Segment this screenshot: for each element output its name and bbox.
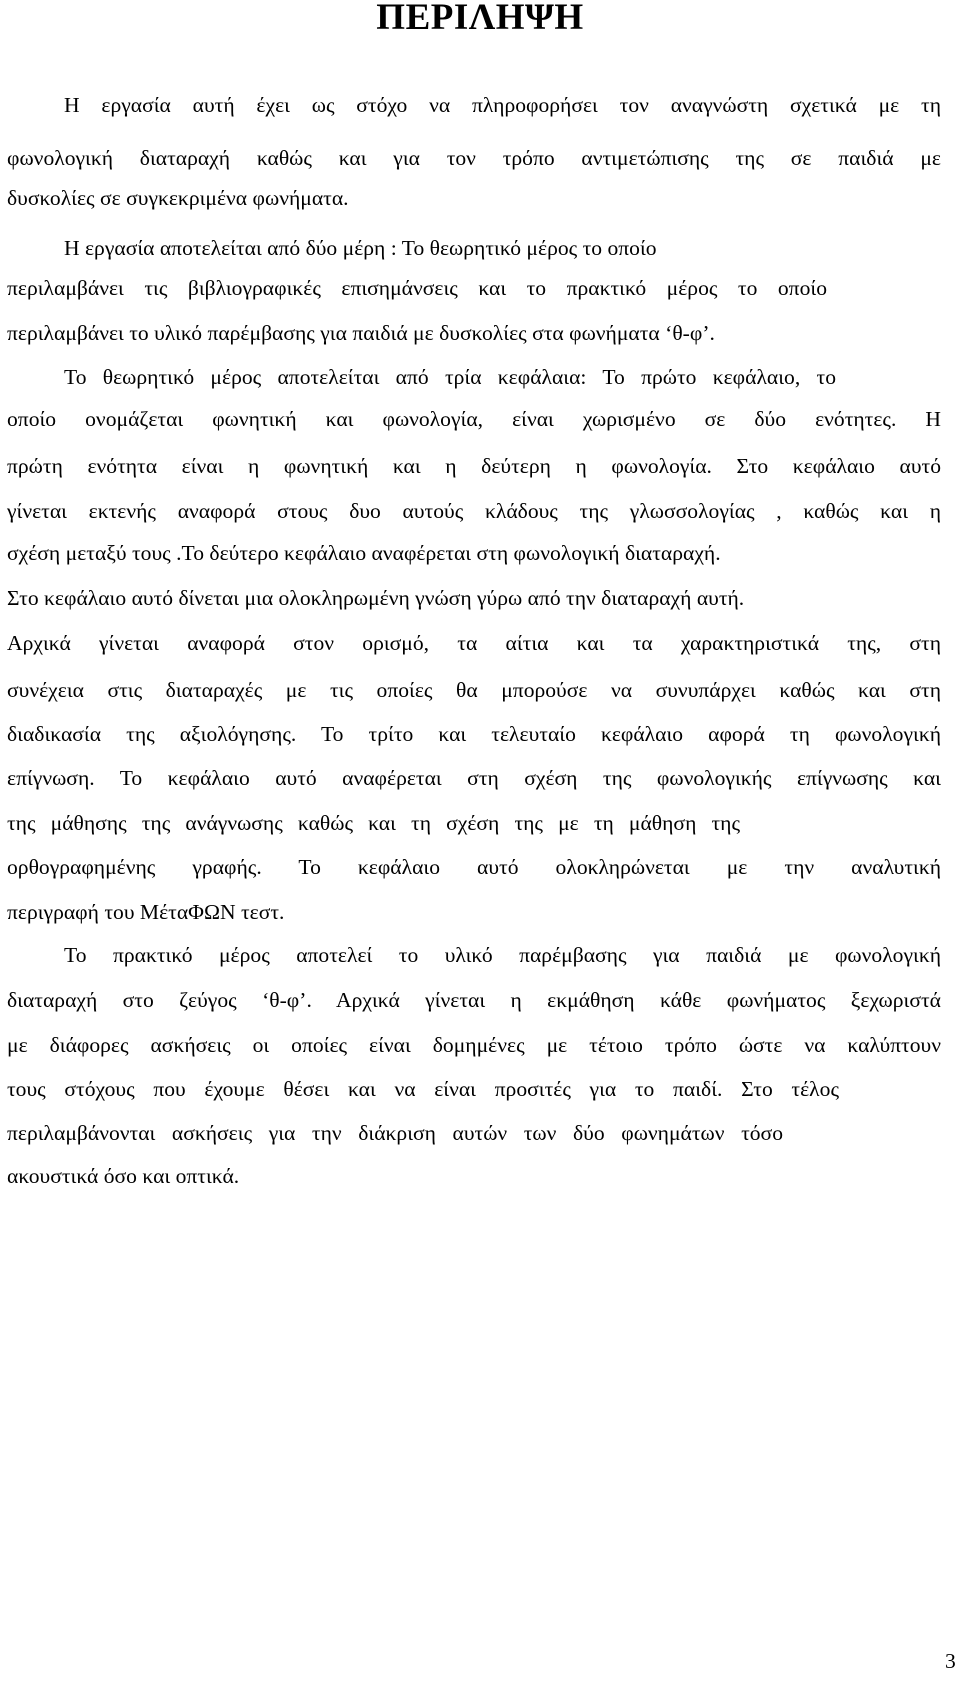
text-line: ακουστικά όσο και οπτικά. — [7, 1164, 240, 1188]
text-line: γίνεται εκτενής αναφορά στους δυο αυτούς κλάδους της γλωσσολογίας , καθώς και η — [7, 499, 941, 523]
text-line: διαδικασία της αξιολόγησης. Το τρίτο και τελευταίο κεφάλαιο αφορά τη φωνολογική — [7, 722, 941, 746]
text-line: δυσκολίες σε συγκεκριμένα φωνήματα. — [7, 186, 349, 210]
text-line: Η εργασία αυτή έχει ως στόχο να πληροφορήσει τον αναγνώστη σχετικά με τη — [64, 93, 941, 117]
text-line: διαταραχή στο ζεύγος ‘θ-φ’. Αρχικά γίνεται η εκμάθηση κάθε φωνήματος ξεχωριστά — [7, 988, 941, 1012]
text-line: με διάφορες ασκήσεις οι οποίες είναι δομημένες με τέτοιο τρόπο ώστε να καλύπτουν — [7, 1033, 941, 1057]
text-line: πρώτη ενότητα είναι η φωνητική και η δεύτερη η φωνολογία. Στο κεφάλαιο αυτό — [7, 454, 941, 478]
text-line: Η εργασία αποτελείται από δύο μέρη : Το θεωρητικό μέρος το οποίο — [64, 236, 657, 260]
text-line: οποίο ονομάζεται φωνητική και φωνολογία, είναι χωρισμένο σε δύο ενότητες. Η — [7, 407, 941, 431]
text-line: Στο κεφάλαιο αυτό δίνεται μια ολοκληρωμένη γνώση γύρω από την διαταραχή αυτή. — [7, 586, 745, 610]
text-line: σχέση μεταξύ τους .Το δεύτερο κεφάλαιο αναφέρεται στη φωνολογική διαταραχή. — [7, 541, 721, 565]
text-line: τους στόχους που έχουμε θέσει και να είναι προσιτές για το παιδί. Στο τέλος — [7, 1077, 839, 1101]
text-line: ορθογραφημένης γραφής. Το κεφάλαιο αυτό ολοκληρώνεται με την αναλυτική — [7, 855, 941, 879]
page-title: ΠΕΡΙΛΗΨΗ — [376, 0, 584, 38]
text-line: περιλαμβάνονται ασκήσεις για την διάκριση αυτών των δύο φωνημάτων τόσο — [7, 1121, 783, 1145]
text-line: περιλαμβάνει το υλικό παρέμβασης για παιδιά με δυσκολίες στα φωνήματα ‘θ-φ’. — [7, 321, 715, 345]
text-line: Αρχικά γίνεται αναφορά στον ορισμό, τα αίτια και τα χαρακτηριστικά της, στη — [7, 631, 941, 655]
text-line: συνέχεια στις διαταραχές με τις οποίες θα μπορούσε να συνυπάρχει καθώς και στη — [7, 678, 941, 702]
text-line: επίγνωση. Το κεφάλαιο αυτό αναφέρεται στη σχέση της φωνολογικής επίγνωσης και — [7, 766, 941, 790]
text-line: της μάθησης της ανάγνωσης καθώς και τη σχέση της με τη μάθηση της — [7, 811, 740, 835]
text-line: Το πρακτικό μέρος αποτελεί το υλικό παρέμβασης για παιδιά με φωνολογική — [64, 943, 941, 967]
page-number: 3 — [945, 1649, 956, 1673]
text-line: περιγραφή του ΜέταΦΩΝ τεστ. — [7, 900, 285, 924]
text-line: περιλαμβάνει τις βιβλιογραφικές επισημάνσεις και το πρακτικό μέρος το οποίο — [7, 276, 827, 300]
text-line: Το θεωρητικό μέρος αποτελείται από τρία κεφάλαια: Το πρώτο κεφάλαιο, το — [64, 365, 836, 389]
text-line: φωνολογική διαταραχή καθώς και για τον τρόπο αντιμετώπισης της σε παιδιά με — [7, 146, 941, 170]
